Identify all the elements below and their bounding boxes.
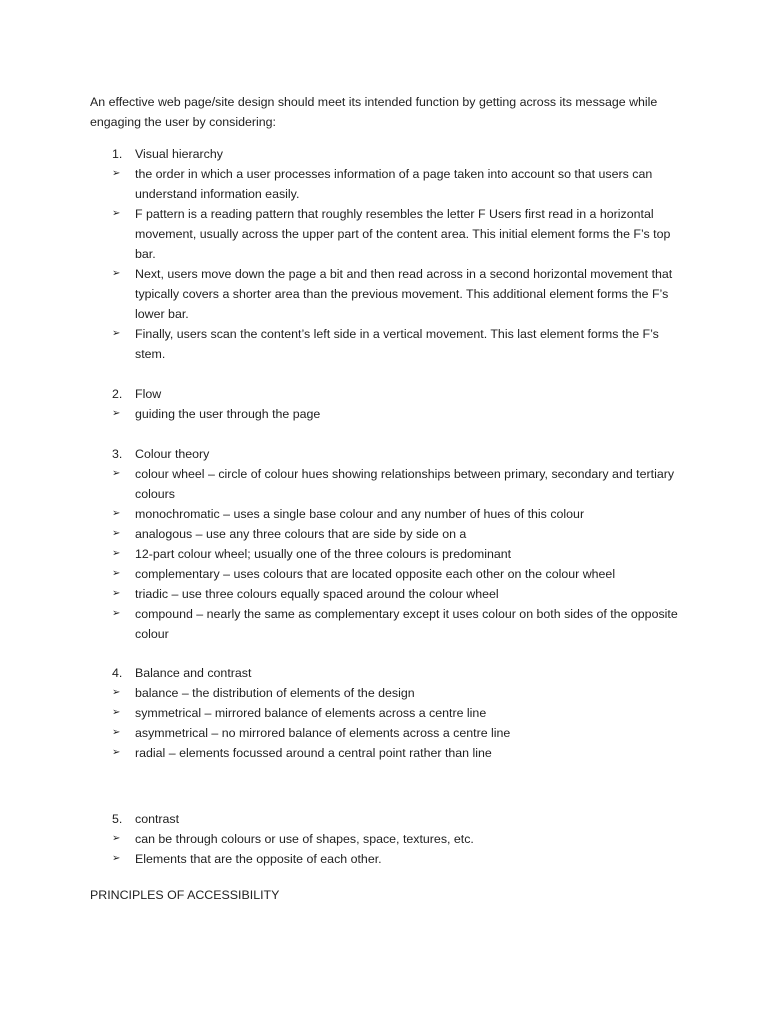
bullet-text: monochromatic – uses a single base colour and any number of hues of this colour bbox=[135, 507, 585, 521]
section-number: 4. bbox=[112, 666, 123, 680]
bullet-item bbox=[112, 703, 682, 723]
bullet-text: can be through colours or use of shapes, space, textures, etc. bbox=[135, 832, 474, 846]
bullet-text: 12-part colour wheel; usually one of the three colours is predominant bbox=[135, 547, 512, 561]
bullet-text: radial – elements focussed around a central point rather than line bbox=[135, 746, 492, 760]
bullet-arrow-icon: ➢ bbox=[112, 268, 121, 279]
bullet-text: F pattern is a reading pattern that roughly resembles the letter F Users first read in a horizontal movement, usually across the upper part of the content area. This initial element forms the F’s top bar. bbox=[135, 207, 671, 261]
bullet-item bbox=[112, 829, 682, 849]
bullet-arrow-icon: ➢ bbox=[112, 687, 121, 698]
section-4 bbox=[112, 663, 682, 763]
bullet-text: balance – the distribution of elements of the design bbox=[135, 686, 415, 700]
bullet-arrow-icon: ➢ bbox=[112, 833, 121, 844]
bullet-arrow-icon: ➢ bbox=[112, 208, 121, 219]
section-1-heading bbox=[112, 144, 682, 164]
bullet-arrow-icon: ➢ bbox=[112, 568, 121, 579]
section-number: 2. bbox=[112, 387, 123, 401]
bullet-item bbox=[112, 324, 682, 364]
bullet-item bbox=[112, 464, 682, 504]
section-3-heading bbox=[112, 444, 682, 464]
section-number: 3. bbox=[112, 447, 123, 461]
section-title: Flow bbox=[135, 387, 162, 401]
bullet-arrow-icon: ➢ bbox=[112, 727, 121, 738]
bullet-text: complementary – uses colours that are located opposite each other on the colour wheel bbox=[135, 567, 616, 581]
section-2-heading bbox=[112, 384, 682, 404]
bullet-arrow-icon: ➢ bbox=[112, 328, 121, 339]
section-title: Colour theory bbox=[135, 447, 210, 461]
bullet-arrow-icon: ➢ bbox=[112, 508, 121, 519]
bullet-text: analogous – use any three colours that are side by side on a bbox=[135, 527, 467, 541]
section-number: 1. bbox=[112, 147, 123, 161]
section-number: 5. bbox=[112, 812, 123, 826]
bullet-item bbox=[112, 504, 682, 524]
bullet-text: compound – nearly the same as complementary except it uses colour on both sides of the opposite colour bbox=[135, 607, 678, 641]
bullet-text: symmetrical – mirrored balance of elements across a centre line bbox=[135, 706, 487, 720]
bullet-item bbox=[112, 723, 682, 743]
bullet-text: triadic – use three colours equally spaced around the colour wheel bbox=[135, 587, 499, 601]
section-3 bbox=[112, 444, 682, 644]
bullet-arrow-icon: ➢ bbox=[112, 588, 121, 599]
bullet-item bbox=[112, 544, 682, 564]
section-2 bbox=[112, 384, 682, 424]
bullet-arrow-icon: ➢ bbox=[112, 408, 121, 419]
bullet-item bbox=[112, 743, 682, 763]
section-title: Balance and contrast bbox=[135, 666, 252, 680]
bullet-text: the order in which a user processes information of a page taken into account so that users can understand information easily. bbox=[135, 167, 653, 201]
bullet-text: asymmetrical – no mirrored balance of elements across a centre line bbox=[135, 726, 511, 740]
bullet-item bbox=[112, 264, 682, 324]
bullet-arrow-icon: ➢ bbox=[112, 707, 121, 718]
intro-text: An effective web page/site design should meet its intended function by getting across its message while engaging the user by considering: bbox=[90, 95, 658, 129]
bullet-arrow-icon: ➢ bbox=[112, 853, 121, 864]
section-5 bbox=[112, 809, 682, 869]
bullet-item bbox=[112, 584, 682, 604]
bullet-arrow-icon: ➢ bbox=[112, 168, 121, 179]
section-5-heading bbox=[112, 809, 682, 829]
bullet-text: guiding the user through the page bbox=[135, 407, 321, 421]
bullet-item bbox=[112, 604, 682, 644]
bullet-item bbox=[112, 564, 682, 584]
bullet-item bbox=[112, 404, 682, 424]
bullet-text: Next, users move down the page a bit and then read across in a second horizontal movement that typically covers a shorter area than the previous movement. This additional element forms the F’s lower bar. bbox=[135, 267, 673, 321]
bullet-text: Finally, users scan the content’s left side in a vertical movement. This last element forms the F’s stem. bbox=[135, 327, 659, 361]
section-title: contrast bbox=[135, 812, 180, 826]
bullet-text: colour wheel – circle of colour hues showing relationships between primary, secondary and tertiary colours bbox=[135, 467, 675, 501]
bullet-arrow-icon: ➢ bbox=[112, 608, 121, 619]
footer-heading: PRINCIPLES OF ACCESSIBILITY bbox=[90, 888, 280, 902]
section-1 bbox=[112, 144, 682, 364]
bullet-item bbox=[112, 204, 682, 264]
bullet-item bbox=[112, 683, 682, 703]
bullet-text: Elements that are the opposite of each other. bbox=[135, 852, 382, 866]
bullet-item bbox=[112, 164, 682, 204]
bullet-item bbox=[112, 849, 682, 869]
bullet-arrow-icon: ➢ bbox=[112, 528, 121, 539]
section-4-heading bbox=[112, 663, 682, 683]
section-title: Visual hierarchy bbox=[135, 147, 223, 161]
bullet-arrow-icon: ➢ bbox=[112, 548, 121, 559]
bullet-arrow-icon: ➢ bbox=[112, 747, 121, 758]
bullet-item bbox=[112, 524, 682, 544]
bullet-arrow-icon: ➢ bbox=[112, 468, 121, 479]
